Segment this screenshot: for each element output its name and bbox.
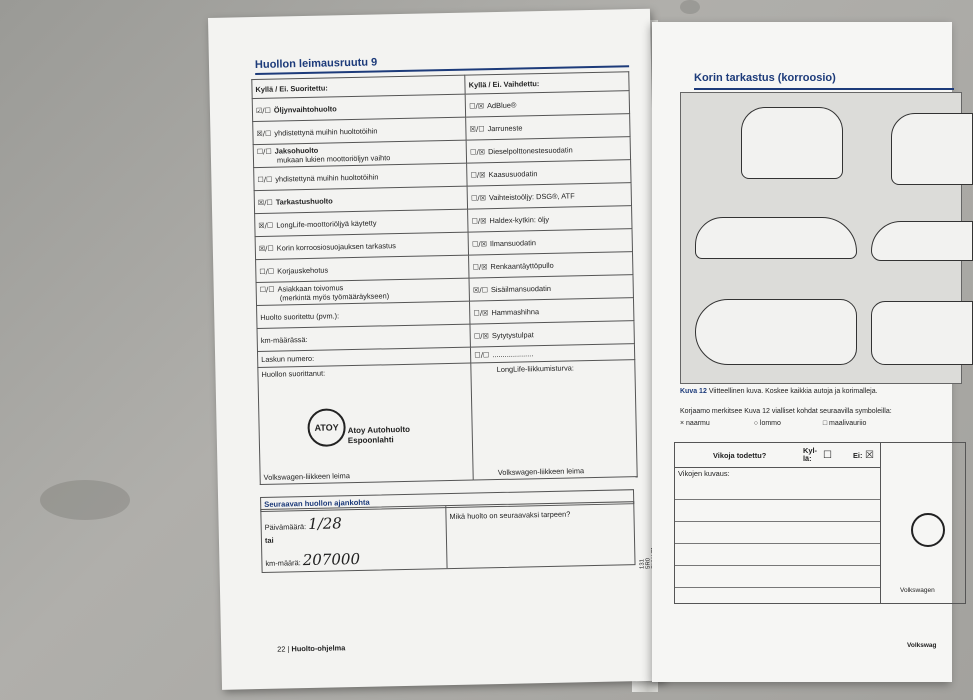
right-page <box>652 22 952 682</box>
checkbox-icon: ☐/☒ <box>471 216 487 226</box>
checkbox-icon: ☐/☒ <box>471 239 488 249</box>
title-rule <box>694 88 954 90</box>
dealer-logo-partial <box>911 513 945 547</box>
checkbox-icon: ☐/☐ <box>474 351 490 360</box>
car-front-view <box>891 113 973 185</box>
table-row: km-määrässä: ☐/☒ Sytytystulpat <box>257 321 634 352</box>
car-side-view-2 <box>871 221 973 261</box>
col-left-header: Kyllä / Ei. Suoritettu: <box>252 75 466 98</box>
checkbox-icon: ☐/☐ <box>259 267 275 276</box>
table-row: ☐/☐ Korjauskehotus ☐/☒ Renkaantäyttöpullo <box>256 252 633 283</box>
table-row: Laskun numero: ☐/☐ .................... <box>257 344 634 368</box>
checkbox-icon: ☒/☐ <box>472 285 489 295</box>
longlife-cell: LongLife-liikkumisturva: Volkswagen-liikkeen leima <box>471 360 637 480</box>
scratch-symbol: × naarmu <box>680 420 710 427</box>
page-title: Huollon leimausruutu 9 <box>254 56 378 72</box>
checkbox-icon: ☐/☐ <box>256 147 272 157</box>
table-row: ☒/☐ LongLife-moottoriöljyä käytetty ☐/☒ Haldex-kytkin: öljy <box>255 206 632 237</box>
floor-stain <box>680 0 700 14</box>
checkbox-icon: ☐/☒ <box>470 193 487 203</box>
checkbox-icon: ☐/☒ <box>473 331 489 340</box>
checkbox-icon: ☑/☐ <box>255 106 271 115</box>
table-row: ☒/☐ Korin korroosiosuojauksen tarkastus ☐/☒ Ilmansuodatin <box>255 229 632 260</box>
checkbox-icon: ☐/☒ <box>473 308 489 318</box>
car-underbody-view <box>871 301 973 365</box>
dent-symbol: ○ lommo <box>753 420 781 427</box>
paint-symbol: □ maalivauriio <box>822 420 867 427</box>
checkbox-icon: ☐/☒ <box>469 101 485 111</box>
defects-question: Vikoja todettu? <box>713 451 767 460</box>
checkbox-icon: ☒/☐ <box>257 198 273 207</box>
page-footer: 22 | Huolto-ohjelma <box>277 643 346 654</box>
dealer-stamp: Atoy Autohuolto Espoonlahti <box>347 424 411 446</box>
table-row: Huolto suoritettu (pvm.): ☐/☒ Hammashihna <box>257 298 634 329</box>
stamp-caption: Volkswagen-liikkeen leima <box>497 466 585 478</box>
no-checkbox-icon: ☒ <box>865 450 874 461</box>
car-rear-view <box>741 107 843 179</box>
checkbox-icon: ☐/☒ <box>470 170 486 180</box>
performed-by-cell: Huollon suorittanut: ATOY Atoy Autohuolto Espoonlahti Volkswagen-liikkeen leima <box>258 363 474 484</box>
col-right-header: Kyllä / Ei. Vaihdettu: <box>465 72 629 94</box>
checkbox-icon: ☒/☐ <box>256 129 272 138</box>
car-diagram <box>680 92 962 384</box>
figure-caption: Kuva 12 Viitteellinen kuva. Koskee kaikkia autoja ja korimalleja. <box>680 388 878 395</box>
checkbox-icon: ☒/☐ <box>258 221 274 230</box>
symbol-legend: Korjaamo merkitsee Kuva 12 vialliset kohdat seuraavilla symboleilla: <box>680 408 892 415</box>
document-code: 131 5R0 <box>639 557 652 570</box>
symbol-list <box>680 420 950 427</box>
page-title: Korin tarkastus (korroosio) <box>694 72 836 84</box>
description-label: Vikojen kuvaus: <box>678 469 730 478</box>
next-service-question: Mikä huolto on seuraavaksi tarpeen? <box>449 509 571 522</box>
car-top-view <box>695 299 857 365</box>
checkbox-icon: ☒/☐ <box>258 244 274 253</box>
next-service-title: Seuraavan huollon ajankohta <box>260 489 634 512</box>
stamp-caption: Volkswagen-liikkeen leima <box>263 471 350 482</box>
defects-box: Vikoja todettu? Kyl-lä: ☐ Ei: ☒ Vikojen kuvaus: Volkswagen <box>674 442 966 604</box>
dealer-logo: ATOY <box>307 408 346 447</box>
left-page <box>208 9 664 690</box>
car-side-view <box>695 217 857 259</box>
table-row: ☒/☐ Tarkastushuolto ☐/☒ Vaihteistoöljy: DSG®, ATF <box>254 183 631 214</box>
handwritten-km: 207000 <box>302 549 361 570</box>
checkbox-icon: ☒/☐ <box>469 124 485 134</box>
page-footer: Volkswag <box>907 642 937 649</box>
table-row: ☐/☐ yhdistettynä muihin huoltotöihin ☐/☒ Kaasusuodatin <box>254 160 631 191</box>
next-service-box: Päivämäärä: 1/28 tai km-määrä: 207000 Mikä huolto on seuraavaksi tarpeen? <box>260 501 635 573</box>
service-table <box>251 71 637 485</box>
checkbox-icon: ☐/☒ <box>472 262 488 272</box>
yes-checkbox-icon: ☐ <box>823 450 832 461</box>
table-row: ☐/☐ Jaksohuolto mukaan lukien moottoriöljyn vaihto ☐/☒ Dieselpolttonestesuodatin <box>253 137 630 168</box>
checkbox-icon: ☐/☐ <box>257 175 273 184</box>
table-row: ☒/☐ yhdistettynä muihin huoltotöihin ☒/☐ Jarruneste <box>253 114 630 145</box>
table-row: ☑/☐ Öljynvaihtohuolto ☐/☒ AdBlue® <box>252 91 629 122</box>
table-row: ☐/☐ Asiakkaan toivomus (merkintä myös työmääräykseen) ☒/☐ Sisäilmansuodatin <box>256 275 633 306</box>
checkbox-icon: ☐/☐ <box>259 285 275 294</box>
checkbox-icon: ☐/☒ <box>470 147 486 157</box>
floor-stain <box>40 480 130 520</box>
handwritten-date: 1/28 <box>307 514 343 534</box>
